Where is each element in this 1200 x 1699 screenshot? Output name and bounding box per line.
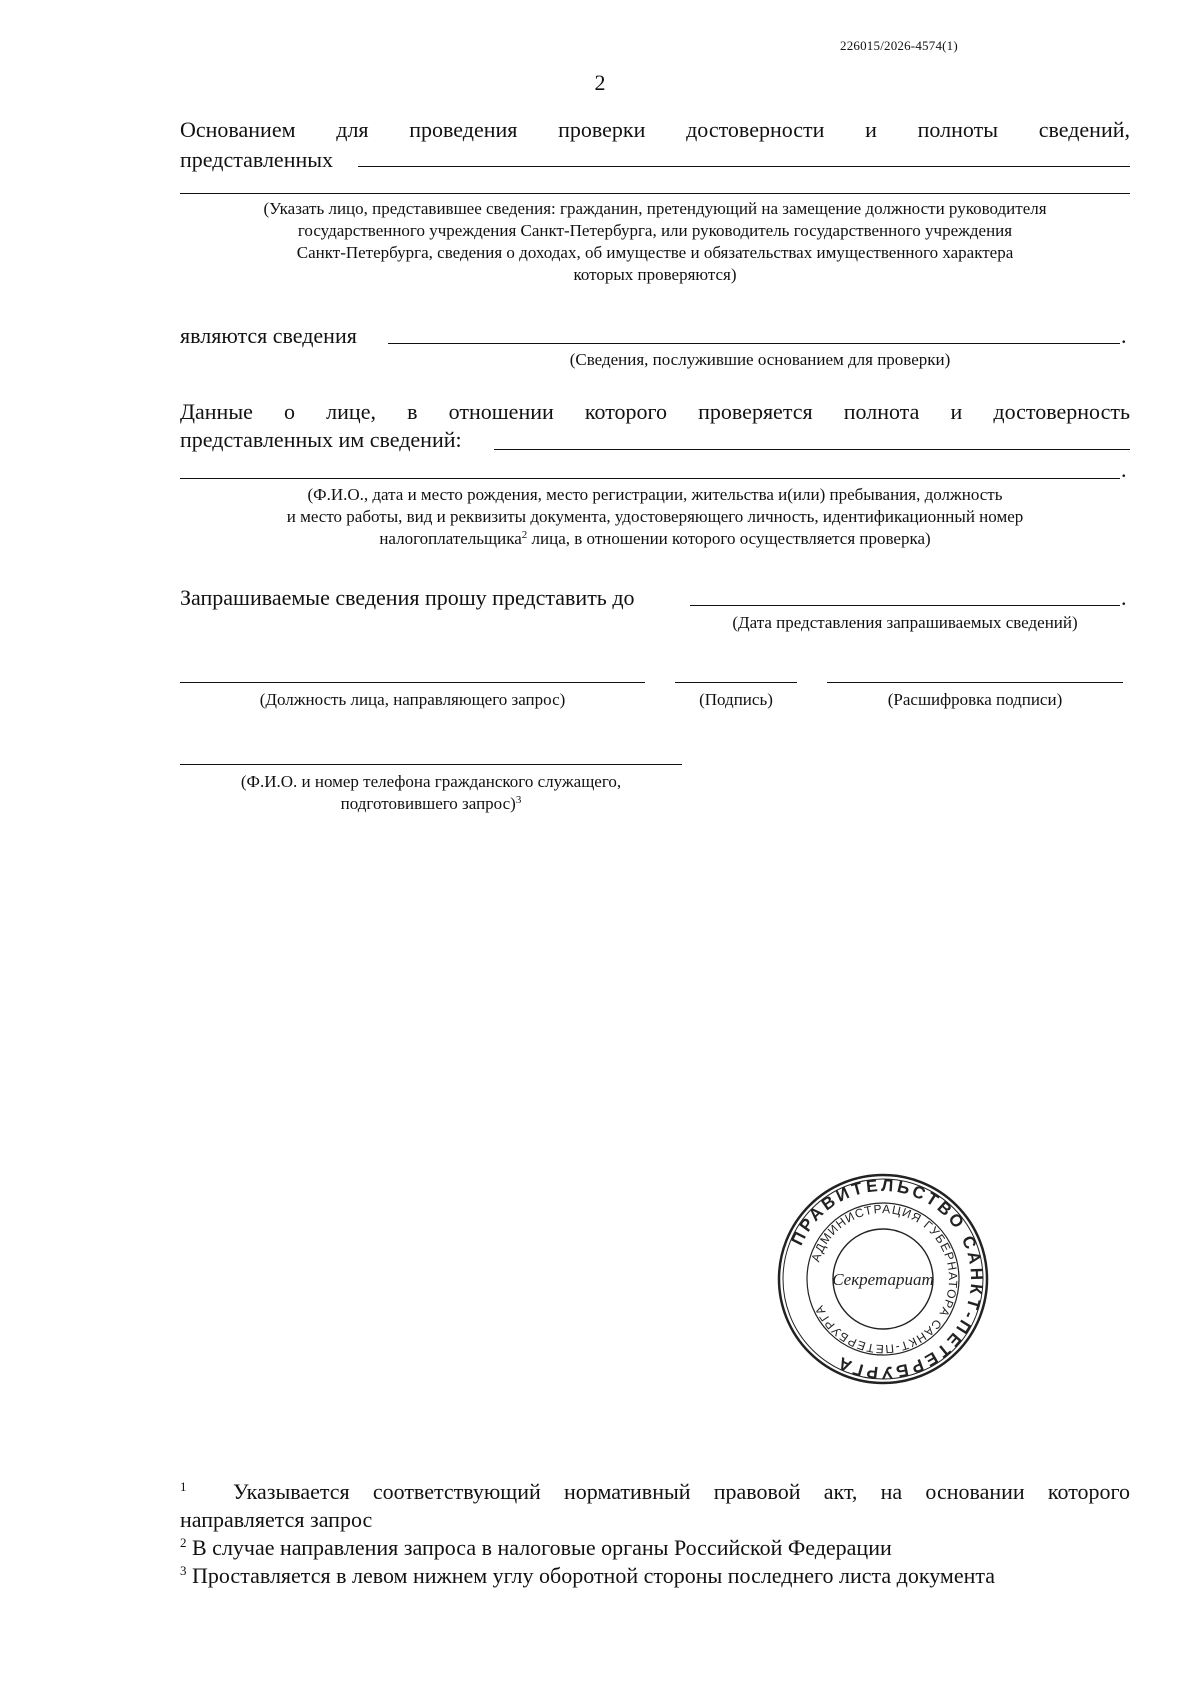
basis-fill-line-1[interactable]: [358, 166, 1130, 167]
official-stamp: [776, 1172, 990, 1386]
footnote-ref-3: 3: [515, 794, 522, 806]
signature-fill-line[interactable]: [675, 682, 797, 683]
person-data-hint-line: (Ф.И.О., дата и место рождения, место регистрации, жительства и(или) пребывания, должность: [307, 485, 1003, 504]
person-data-hint-line: налогоплательщика$^2$ лица, в отношении которого осуществляется проверка): [379, 529, 931, 548]
deadline-dot: .: [1121, 585, 1127, 610]
stamp-seal-graphic: [776, 1172, 990, 1386]
signature-hint: (Подпись): [699, 690, 773, 709]
deadline-hint: (Дата представления запрашиваемых сведений): [732, 613, 1078, 632]
document-number: 226015/2026-4574(1): [840, 38, 958, 53]
basis-hint-line: государственного учреждения Санкт-Петербурга, или руководитель государственного учреждения: [297, 221, 1013, 240]
preparer-fill-line[interactable]: [180, 764, 682, 765]
grounds-hint: (Сведения, послужившие основанием для проверки): [569, 350, 951, 369]
footnote-1-line-1: $^1$ Указывается соответствующий нормативный правовой акт, на основании которого: [180, 1479, 1131, 1504]
person-data-line-2: представленных им сведений:: [180, 427, 462, 452]
svg-text:АДМИНИСТРАЦИЯ ГУБЕРНАТОРА САНК: АДМИНИСТРАЦИЯ ГУБЕРНАТОРА САНКТ-ПЕТЕРБУРГА: [808, 1201, 961, 1357]
footnote-1-line-2: направляется запрос: [180, 1507, 373, 1532]
page-number: 2: [594, 70, 606, 95]
footnote-num: 3: [180, 1563, 187, 1578]
person-data-hint: [160, 484, 1150, 550]
footnote-num: 2: [180, 1535, 187, 1550]
basis-line-2: представленных: [180, 147, 334, 172]
svg-text:Секретариат: Секретариат: [832, 1270, 934, 1289]
basis-hint-line: Санкт-Петербурга, сведения о доходах, об имуществе и обязательствах имущественного характера: [296, 243, 1014, 262]
person-data-fill-line-2[interactable]: [180, 478, 1120, 479]
position-hint: (Должность лица, направляющего запрос): [259, 690, 566, 709]
person-data-fill-line-1[interactable]: [494, 449, 1130, 450]
basis-hint-line: которых проверяются): [573, 265, 737, 284]
basis-fill-line-2[interactable]: [180, 193, 1130, 194]
basis-hint-line: (Указать лицо, представившее сведения: гражданин, претендующий на замещение должности руководителя: [263, 199, 1047, 218]
position-fill-line[interactable]: [180, 682, 645, 683]
person-data-hint-line: и место работы, вид и реквизиты документа, удостоверяющего личность, идентификационный номер: [286, 507, 1024, 526]
preparer-hint-line: (Ф.И.О. и номер телефона гражданского служащего,: [240, 772, 622, 791]
deadline-fill-line[interactable]: [690, 605, 1120, 606]
preparer-hint-line: подготовившего запрос)$^3$: [340, 794, 522, 813]
basis-hint: [160, 198, 1150, 286]
basis-line-1: Основанием для проведения проверки достоверности и полноты сведений,: [180, 117, 1130, 142]
decoding-hint: (Расшифровка подписи): [887, 690, 1063, 709]
grounds-fill-line[interactable]: [388, 343, 1120, 344]
grounds-label: являются сведения: [180, 323, 357, 348]
footnote-ref-2: 2: [521, 529, 528, 541]
svg-text:ПРАВИТЕЛЬСТВО САНКТ-ПЕТЕРБУРГА: ПРАВИТЕЛЬСТВО САНКТ-ПЕТЕРБУРГА: [787, 1175, 987, 1383]
person-data-dot: .: [1121, 457, 1127, 482]
grounds-dot: .: [1121, 323, 1127, 348]
person-data-line-1: Данные о лице, в отношении которого проверяется полнота и достоверность: [180, 399, 1130, 424]
decoding-fill-line[interactable]: [827, 682, 1123, 683]
deadline-label: Запрашиваемые сведения прошу представить до: [180, 585, 635, 610]
footnote-2: $^2$ В случае направления запроса в налоговые органы Российской Федерации: [180, 1535, 892, 1560]
footnote-3: $^3$ Проставляется в левом нижнем углу оборотной стороны последнего листа документа: [180, 1563, 996, 1588]
footnote-num: 1: [180, 1479, 187, 1494]
preparer-hint: [180, 771, 682, 815]
